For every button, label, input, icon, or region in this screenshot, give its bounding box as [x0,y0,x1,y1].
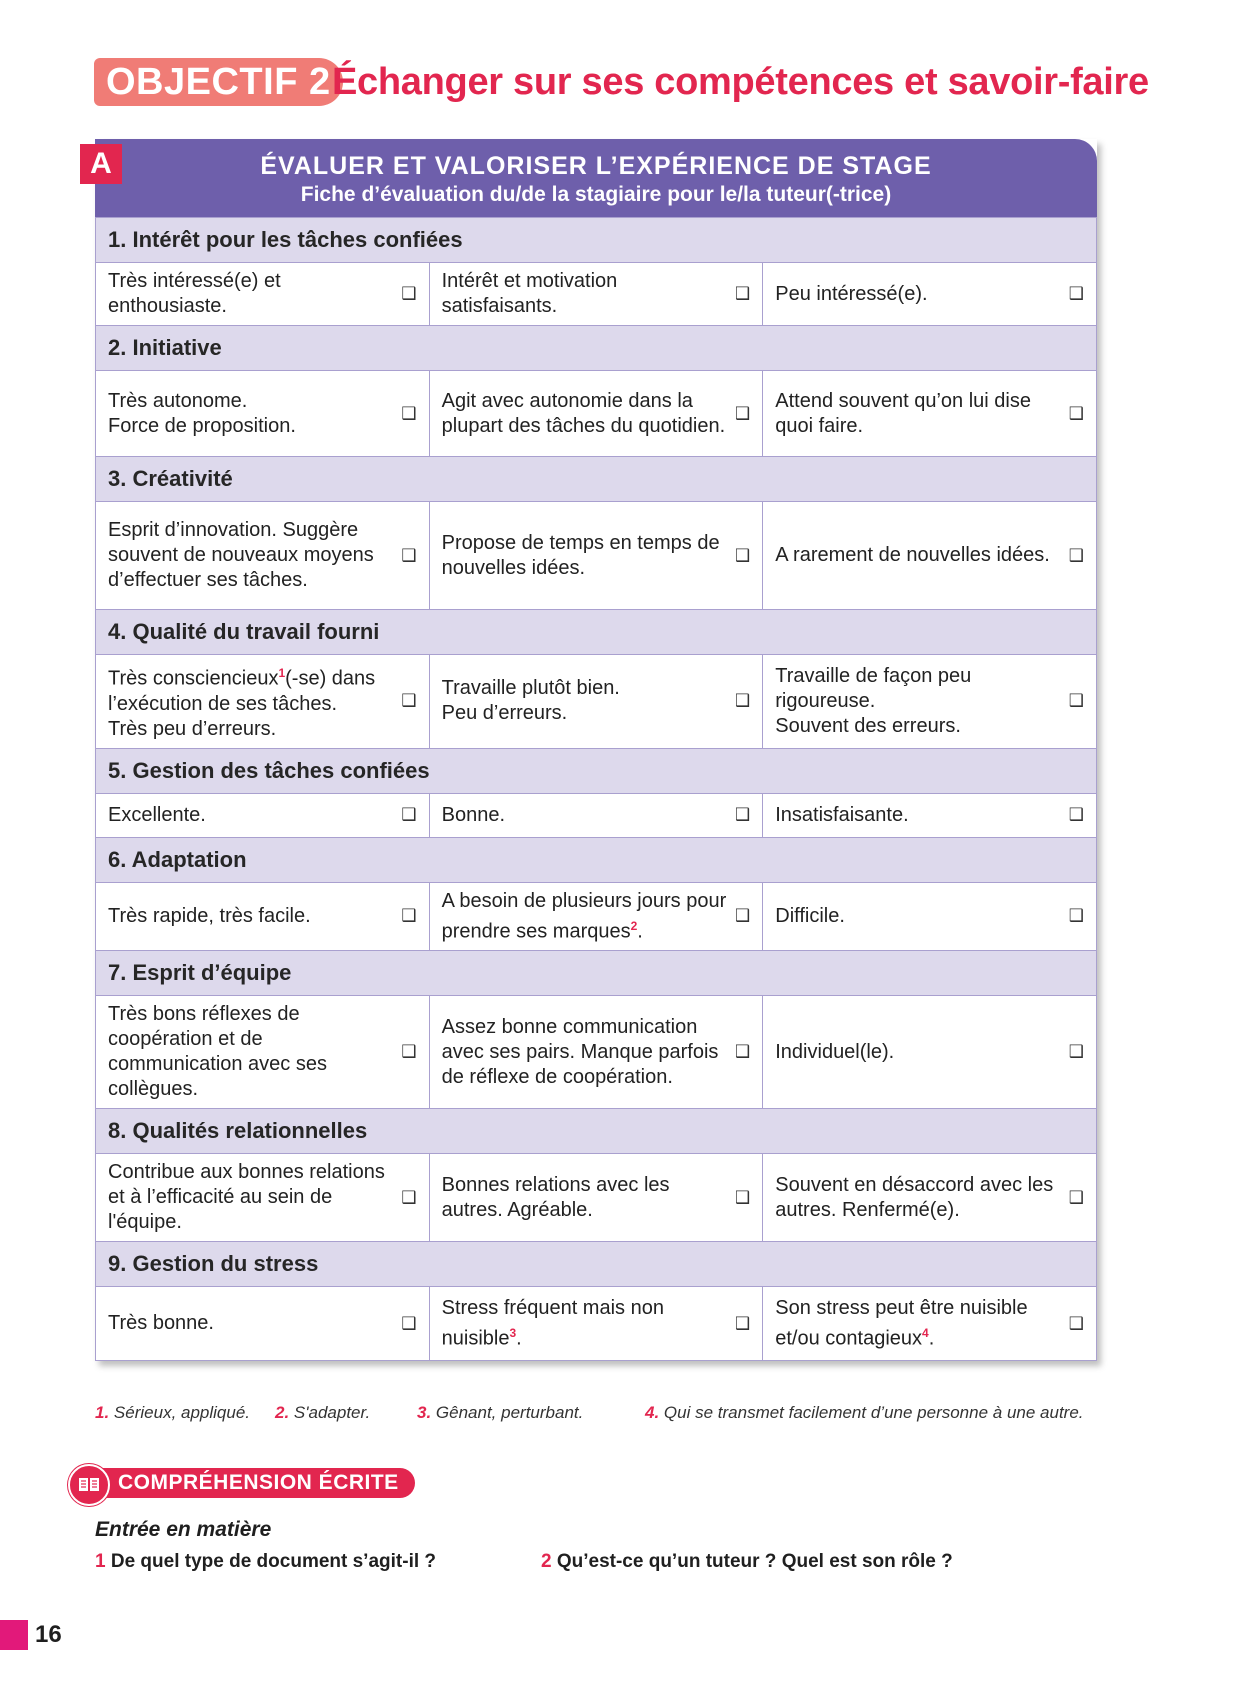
footnote-item: 3. Gênant, perturbant. [417,1403,584,1422]
option-cell[interactable] [429,1154,763,1242]
checkbox-icon[interactable]: ❑ [735,403,751,423]
checkbox-icon[interactable]: ❑ [735,1313,751,1333]
option-cell[interactable] [96,793,430,837]
option-label: Très bons réflexes de coopération et de communication avec ses collègues. [108,1003,327,1101]
option-label: Travaille de façon peu rigoureuse. Souvent des erreurs. [775,664,972,737]
checkbox-icon[interactable]: ❑ [1068,1187,1084,1207]
option-label: Très rapide, très facile. [108,904,311,927]
option-cell[interactable] [96,655,430,749]
criterion-header [96,1109,1097,1154]
evaluation-card [95,139,1097,1361]
criterion-title: 5. Gestion des tâches confiées [96,748,1097,793]
option-label: Bonnes relations avec les autres. Agréable. [441,1173,670,1221]
checkbox-icon[interactable]: ❑ [401,545,417,565]
option-cell[interactable] [96,502,430,610]
criterion-options-row [96,371,1097,457]
option-cell[interactable] [763,996,1097,1109]
criterion-title: 1. Intérêt pour les tâches confiées [96,218,1097,263]
section-letter: A [80,144,122,184]
checkbox-icon[interactable]: ❑ [1068,284,1084,303]
criterion-header [96,951,1097,996]
option-label: Très intéressé(e) et enthousiaste. [108,270,281,317]
option-cell[interactable] [763,1154,1097,1242]
footnote-item: 1. Sérieux, appliqué. [95,1403,251,1422]
checkbox-icon[interactable]: ❑ [401,1313,417,1333]
option-label: Bonne. [441,803,506,826]
option-label: Très autonome. Force de proposition. [108,389,296,437]
criterion-header [96,1242,1097,1287]
criterion-header [96,218,1097,263]
option-cell[interactable] [96,1154,430,1242]
criterion-options-row [96,655,1097,749]
option-cell[interactable] [763,502,1097,610]
checkbox-icon[interactable]: ❑ [401,805,417,825]
option-label: Contribue aux bonnes relations et à l’efficacité au sein de l'équipe. [108,1161,385,1234]
criterion-header [96,610,1097,655]
option-cell[interactable] [429,793,763,837]
objective-badge: OBJECTIF 2 [94,58,343,106]
option-label: Très consciencieux$^1$(-se) dans l’exécution de ses tâches. Très peu d’erreurs. [108,666,376,740]
criterion-options-row [96,882,1097,951]
option-label: Esprit d’innovation. Suggère souvent de nouveaux moyens d’effectuer ses tâches. [108,519,374,591]
checkbox-icon[interactable]: ❑ [735,1187,751,1207]
option-cell[interactable] [763,263,1097,326]
footnote-ref: 1 [278,666,286,680]
criterion-options-row [96,1287,1097,1361]
evaluation-table [95,217,1097,1361]
option-label: Souvent en désaccord avec les autres. Renfermé(e). [775,1173,1054,1221]
question-2: 2 Qu’est-ce qu’un tuteur ? Quel est son rôle ? [541,1551,953,1572]
checkbox-icon[interactable]: ❑ [401,906,417,926]
card-title: ÉVALUER ET VALORISER L’EXPÉRIENCE DE STAGE [260,152,932,180]
comprehension-label: COMPRÉHENSION ÉCRITE [102,1468,415,1498]
checkbox-icon[interactable]: ❑ [735,691,751,711]
option-cell[interactable] [96,996,430,1109]
criterion-title: 9. Gestion du stress [96,1242,1097,1287]
option-cell[interactable] [763,1287,1097,1361]
option-cell[interactable] [96,1287,430,1361]
criterion-options-row [96,263,1097,326]
option-cell[interactable] [429,996,763,1109]
checkbox-icon[interactable]: ❑ [735,805,751,825]
checkbox-icon[interactable]: ❑ [401,691,417,711]
option-label: Attend souvent qu’on lui dise quoi faire. [775,389,1031,437]
card-subtitle: Fiche d’évaluation du/de la stagiaire pour le/la tuteur(-trice) [300,183,892,206]
card-header [95,139,1097,217]
checkbox-icon[interactable]: ❑ [1068,805,1084,825]
option-cell[interactable] [429,882,763,951]
book-icon [68,1464,110,1506]
criterion-title: 8. Qualités relationnelles [96,1109,1097,1154]
criterion-header [96,837,1097,882]
page-title: Échanger sur ses compétences et savoir-faire [332,61,1149,103]
criterion-header [96,326,1097,371]
criterion-options-row [96,996,1097,1109]
checkbox-icon[interactable]: ❑ [735,1042,751,1062]
criterion-header [96,748,1097,793]
option-label: A besoin de plusieurs jours pour prendre ses marques$^2$. [441,889,727,943]
option-label: Individuel(le). [775,1040,895,1063]
criterion-options-row [96,502,1097,610]
checkbox-icon[interactable]: ❑ [735,545,751,565]
option-label: Assez bonne communication avec ses pairs. Manque parfois de réflexe de coopération. [441,1015,719,1088]
option-label: Son stress peut être nuisible et/ou contagieux$^4$. [775,1296,1028,1350]
option-cell[interactable] [96,882,430,951]
option-label: Agit avec autonomie dans la plupart des tâches du quotidien. [441,389,726,437]
footnote-item: 2. S'adapter. [275,1403,371,1422]
criterion-title: 3. Créativité [96,457,1097,502]
checkbox-icon[interactable]: ❑ [1068,906,1084,926]
option-cell[interactable] [429,655,763,749]
option-label: Peu intéressé(e). [775,282,928,305]
footnote-ref: 4 [922,1325,929,1340]
checkbox-icon[interactable]: ❑ [735,284,751,303]
question-1: 1 De quel type de document s’agit-il ? [95,1551,437,1572]
option-cell[interactable] [763,882,1097,951]
option-label: Difficile. [775,904,845,927]
criterion-title: 6. Adaptation [96,837,1097,882]
criterion-options-row [96,793,1097,837]
option-cell[interactable] [429,502,763,610]
option-label: A rarement de nouvelles idées. [775,544,1050,566]
option-cell[interactable] [429,371,763,457]
option-label: Travaille plutôt bien. Peu d’erreurs. [441,677,620,725]
option-cell[interactable] [96,371,430,457]
option-label: Excellente. [108,803,206,826]
checkbox-icon[interactable]: ❑ [401,403,417,423]
checkbox-icon[interactable]: ❑ [401,1187,417,1207]
option-cell[interactable] [96,263,430,326]
checkbox-icon[interactable]: ❑ [1068,1313,1084,1333]
checkbox-icon[interactable]: ❑ [401,1042,417,1062]
option-label: Très bonne. [108,1312,214,1335]
page-marker [0,1620,28,1650]
footnote-ref: 3 [509,1325,517,1340]
option-label: Intérêt et motivation satisfaisants. [441,270,618,317]
page-number: 16 [35,1621,62,1648]
checkbox-icon[interactable]: ❑ [1068,545,1084,565]
option-label: Propose de temps en temps de nouvelles idées. [441,531,720,579]
checkbox-icon[interactable]: ❑ [735,906,751,926]
option-cell[interactable] [429,263,763,326]
checkbox-icon[interactable]: ❑ [1068,691,1084,711]
option-cell[interactable] [763,793,1097,837]
criterion-options-row [96,1154,1097,1242]
checkbox-icon[interactable]: ❑ [401,284,417,303]
criterion-header [96,457,1097,502]
checkbox-icon[interactable]: ❑ [1068,403,1084,423]
checkbox-icon[interactable]: ❑ [1068,1042,1084,1062]
footnote-ref: 2 [630,918,638,933]
option-label: Stress fréquent mais non nuisible$^3$. [441,1296,664,1350]
criterion-title: 2. Initiative [96,326,1097,371]
criterion-title: 4. Qualité du travail fourni [96,610,1097,655]
option-cell[interactable] [763,655,1097,749]
option-cell[interactable] [763,371,1097,457]
option-label: Insatisfaisante. [775,803,909,826]
criterion-title: 7. Esprit d’équipe [96,951,1097,996]
subheading: Entrée en matière [95,1518,272,1541]
footnote-item: 4. Qui se transmet facilement d’une personne à une autre. [645,1403,1084,1422]
option-cell[interactable] [429,1287,763,1361]
